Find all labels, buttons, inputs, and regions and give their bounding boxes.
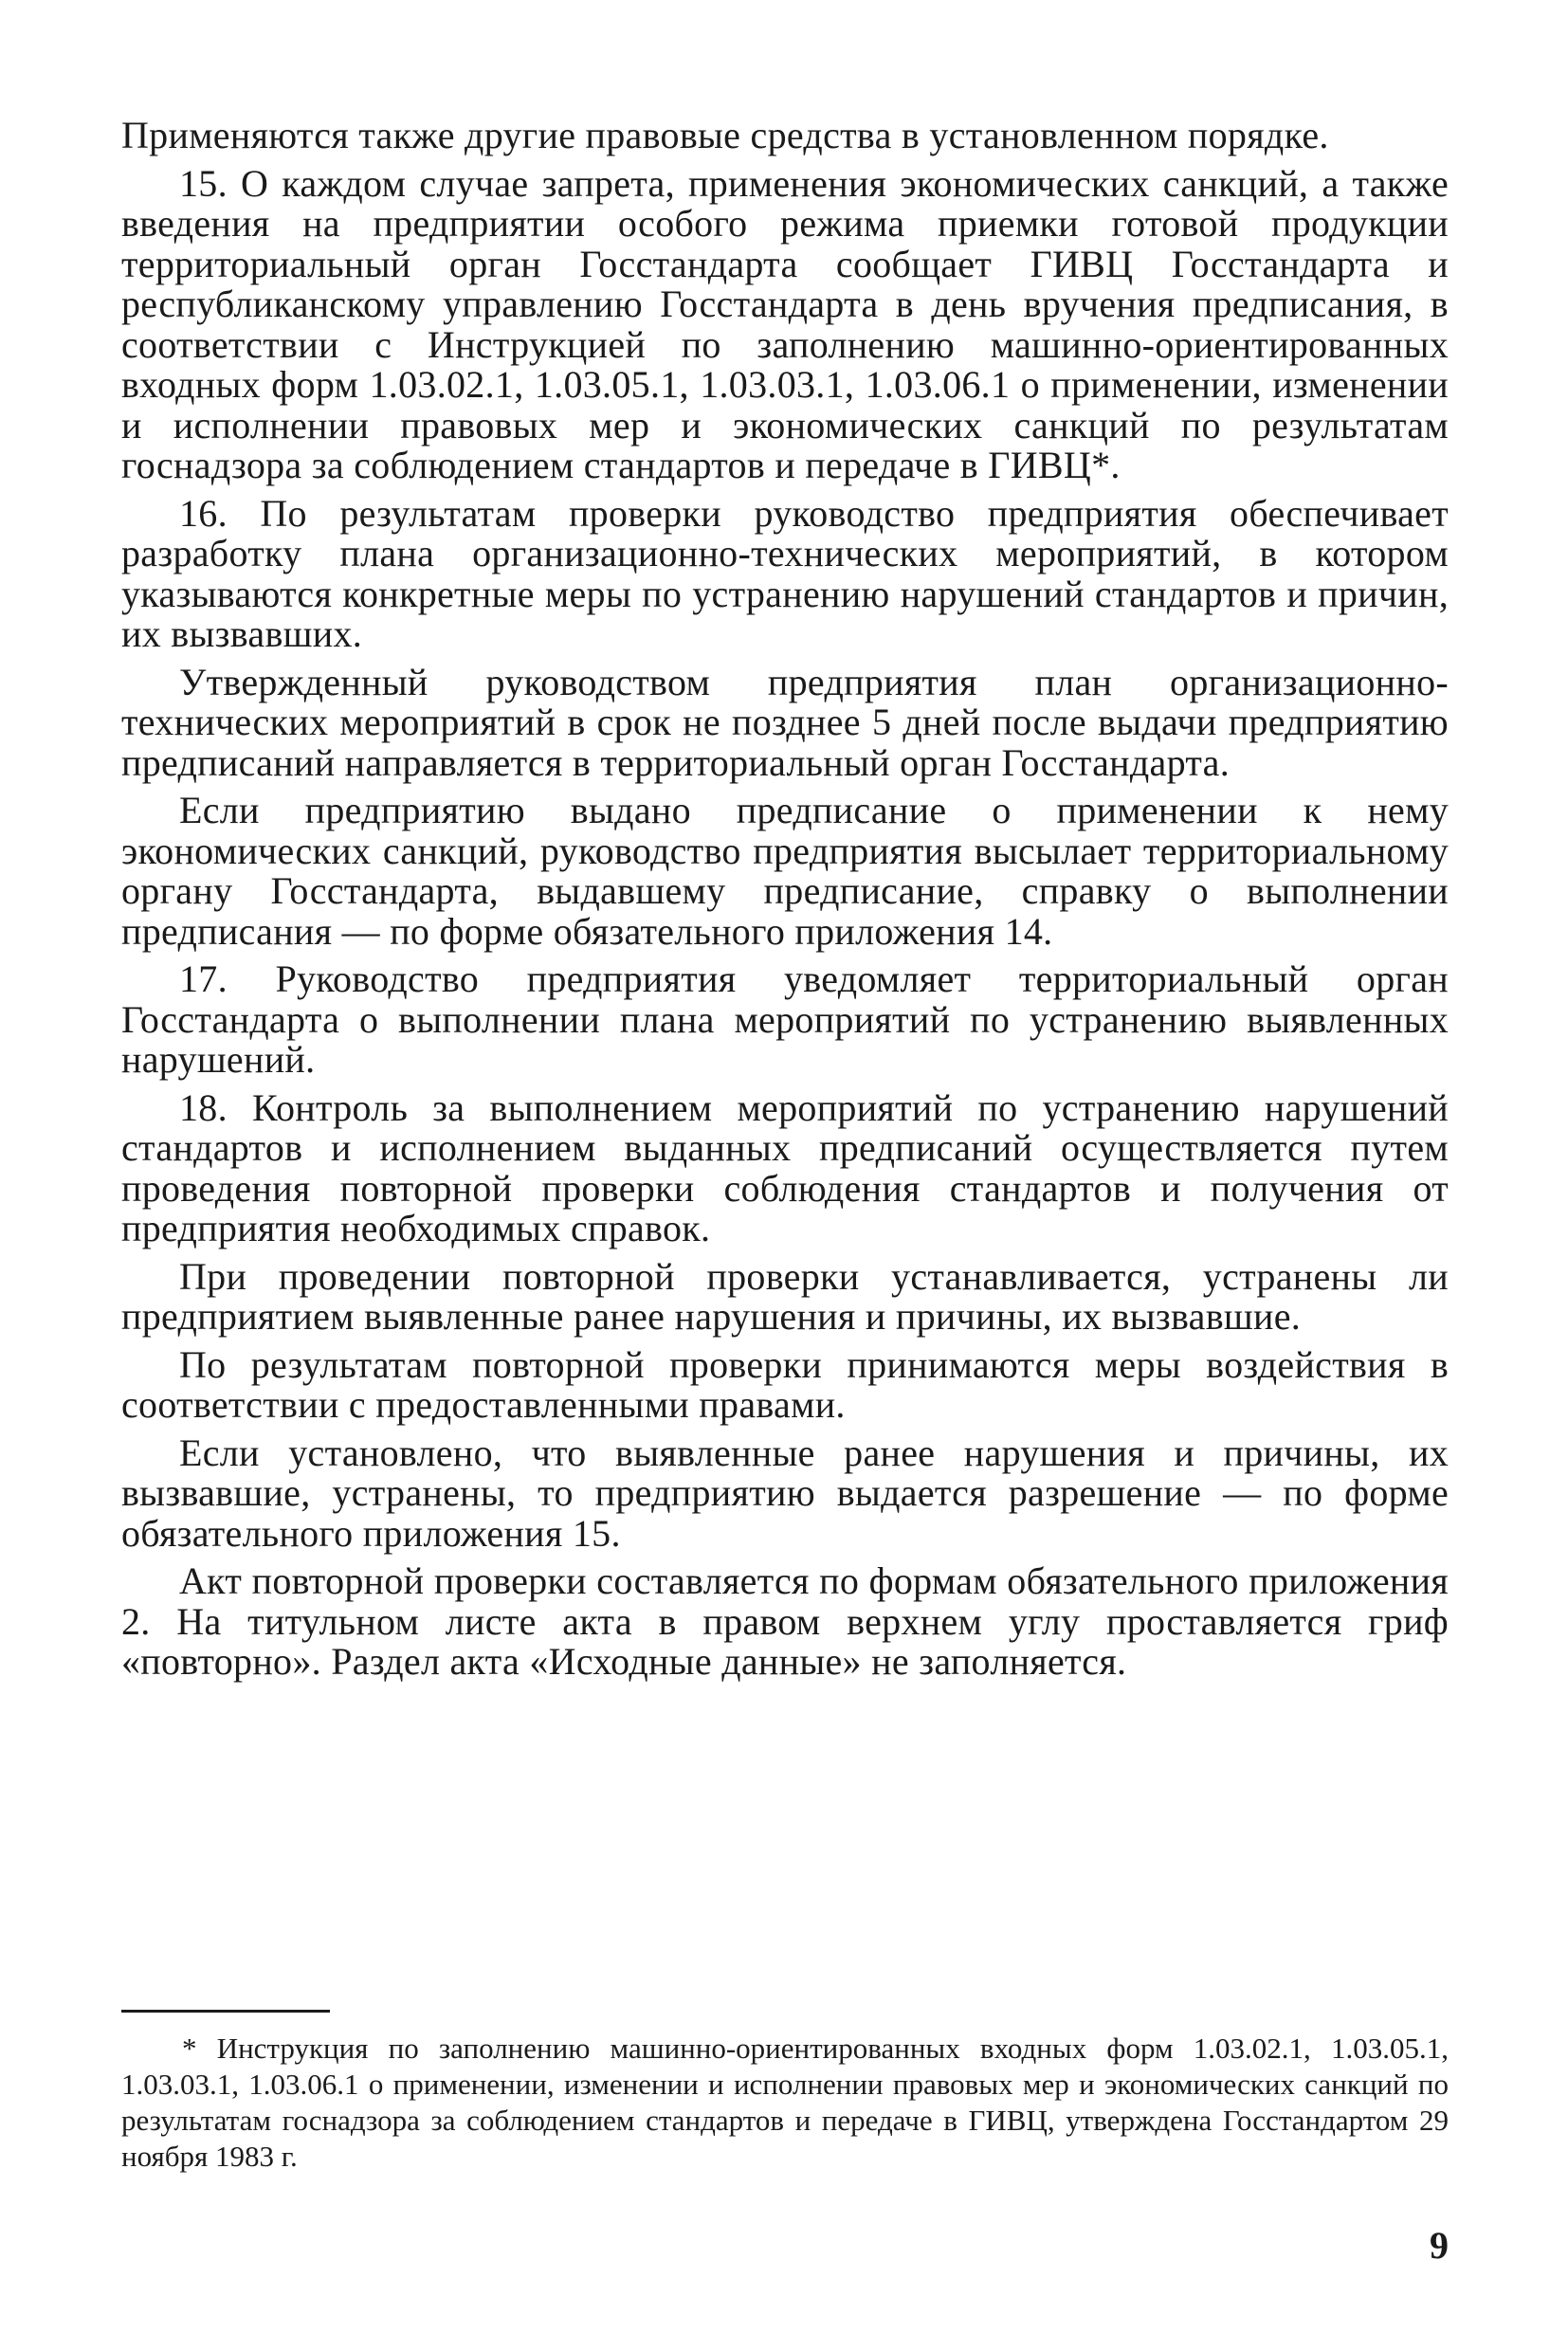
paragraph-other-legal-means: Применяются также другие правовые средства в установленном порядке. <box>121 114 1329 156</box>
paragraph-repeat-inspection: При проведении повторной проверки устанавливается, устранены ли предприятием выявленные ранее нарушения и причины, их вызвавшие. <box>121 1254 1449 1338</box>
paragraph-permission: Если установлено, что выявленные ранее нарушения и причины, их вызвавшие, устранены, то предприятию выдается разрешение — по форме обязательного приложения 15. <box>121 1431 1449 1555</box>
main-text <box>121 116 1449 1690</box>
paragraph-16: 16. По результатам проверки руководство предприятия обеспечивает разработку плана организационно-технических мероприятий, в котором указываются конкретные меры по устранению нарушений стандартов и причин, их вызвавших. <box>121 491 1449 655</box>
paragraph-economic-sanctions: Если предприятию выдано предписание о применении к нему экономических санкций, руководство предприятия высылает территориальному органу Госстандарта, выдавшему предписание, справку о выполнении предписания — по форме обязательного приложения 14. <box>121 789 1449 953</box>
paragraph-repeat-act: Акт повторной проверки составляется по формам обязательного приложения 2. На титульном листе акта в правом верхнем углу проставляется гриф «повторно». Раздел акта «Исходные данные» не заполняется. <box>121 1559 1449 1683</box>
paragraph-approved-plan: Утвержденный руководством предприятия план организационно-технических мероприятий в срок не позднее 5 дней после выдачи предприятию предписаний направляется в территориальный орган Госстандарта. <box>121 660 1449 784</box>
page-number: 9 <box>1430 2224 1449 2267</box>
footnote-divider <box>121 2010 330 2013</box>
paragraph-17: 17. Руководство предприятия уведомляет территориальный орган Госстандарта о выполнении плана мероприятий по устранению выявленных нарушений. <box>121 957 1449 1081</box>
paragraph-18: 18. Контроль за выполнением мероприятий по устранению нарушений стандартов и исполнением выданных предписаний осуществляется путем проведения повторной проверки соблюдения стандартов и получения от предприятия необходимых справок. <box>121 1085 1449 1249</box>
paragraph-measures: По результатам повторной проверки принимаются меры воздействия в соответствии с предоставленными правами. <box>121 1342 1449 1426</box>
footnote: * Инструкция по заполнению машинно-ориентированных входных форм 1.03.02.1, 1.03.05.1, 1.03.03.1, 1.03.06.1 о применении, изменении и исполнении правовых мер и экономических санкций по результатам госнадзора за соблюдением стандартов и передаче в ГИВЦ, утверждена Госстандартом 29 ноября 1983 г. <box>121 2032 1449 2173</box>
paragraph-15: 15. О каждом случае запрета, применения экономических санкций, а также введения на предприятии особого режима приемки готовой продукции территориальный орган Госстандарта сообщает ГИВЦ Госстандарта и республиканскому управлению Госстандарта в день вручения предписания, в соответствии с Инструкцией по заполнению машинно-ориентированных входных форм 1.03.02.1, 1.03.05.1, 1.03.03.1, 1.03.06.1 о применении, изменении и исполнении правовых мер и экономических санкций по результатам госнадзора за соблюдением стандартов и передаче в ГИВЦ*. <box>121 161 1449 486</box>
